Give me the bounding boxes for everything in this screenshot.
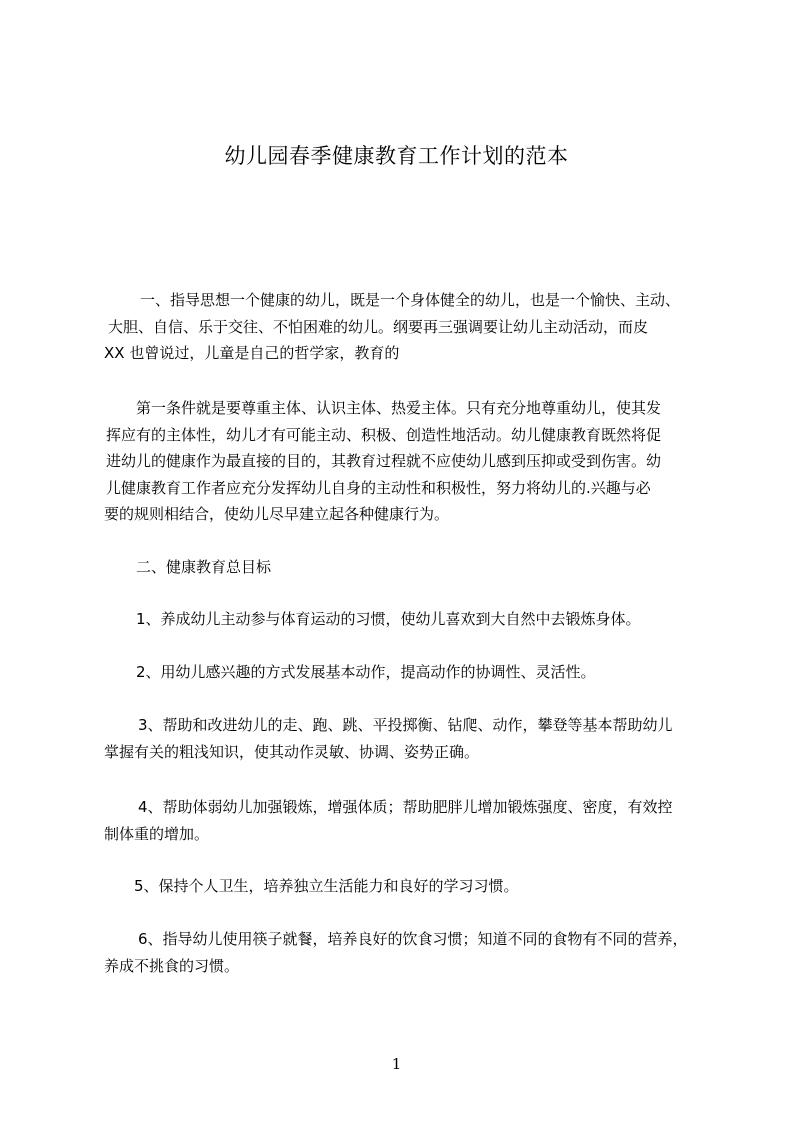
text-line: 制体重的增加。 [104, 824, 210, 843]
text-line: 3、帮助和改进幼儿的走、跑、跳、平投掷衡、钻爬、动作，攀登等基本帮助幼儿 [138, 716, 673, 734]
list-item [104, 712, 720, 765]
paragraph-guiding-ideology [104, 287, 720, 367]
list-item [104, 873, 720, 900]
list-item [104, 926, 720, 979]
page-title: 幼儿园春季健康教育工作计划的范本 [224, 144, 569, 168]
text-line: 大胆、自信、乐于交往、不怕困难的幼儿。纲要再三强调要让幼儿主动活动，而皮 [108, 317, 649, 336]
list-item [104, 794, 720, 847]
text-line: 一、指导思想一个健康的幼儿，既是一个身体健全的幼儿，也是一个愉快、主动、 [140, 291, 681, 309]
text-line: 二、健康教育总目标 [136, 558, 272, 576]
text-line: 4、帮助体弱幼儿加强锻炼，增强体质；帮助肥胖儿增加锻炼强度、密度，有效控 [138, 798, 673, 816]
section-heading-goals [104, 554, 720, 581]
text-line: XX 也曾说过，儿童是自己的哲学家，教育的 [104, 344, 400, 362]
text-line: 养成不挑食的习惯。 [104, 956, 240, 975]
text-line: 5、保持个人卫生，培养独立生活能力和良好的学习习惯。 [134, 877, 519, 895]
paragraph-first-condition [104, 395, 720, 528]
text-line: 2、用幼儿感兴趣的方式发展基本动作，提高动作的协调性、灵活性。 [136, 663, 596, 681]
list-item [104, 606, 720, 633]
text-line: 1、养成幼儿主动参与体育运动的习惯，使幼儿喜欢到大自然中去锻炼身体。 [136, 610, 641, 628]
text-line: 儿健康教育工作者应充分发挥幼儿自身的主动性和积极性，努力将幼儿的.兴趣与必 [106, 478, 651, 497]
text-line: 挥应有的主体性，幼儿才有可能主动、积极、创造性地活动。幼儿健康教育既然将促 [106, 425, 662, 444]
text-line: 要的规则相结合，使幼儿尽早建立起各种健康行为。 [104, 505, 450, 523]
text-line: 第一条件就是要尊重主体、认识主体、热爱主体。只有充分地尊重幼儿，使其发 [136, 399, 662, 417]
page-number: 1 [391, 1055, 402, 1073]
text-line: 进幼儿的健康作为最直接的目的，其教育过程就不应使幼儿感到压抑或受到伤害。幼 [106, 452, 662, 470]
text-line: 掌握有关的粗浅知识，使其动作灵敏、协调、姿势正确。 [104, 742, 480, 761]
text-line: 6、指导幼儿使用筷子就餐，培养良好的饮食习惯；知道不同的食物有不同的营养， [138, 930, 688, 948]
list-item [104, 659, 720, 686]
